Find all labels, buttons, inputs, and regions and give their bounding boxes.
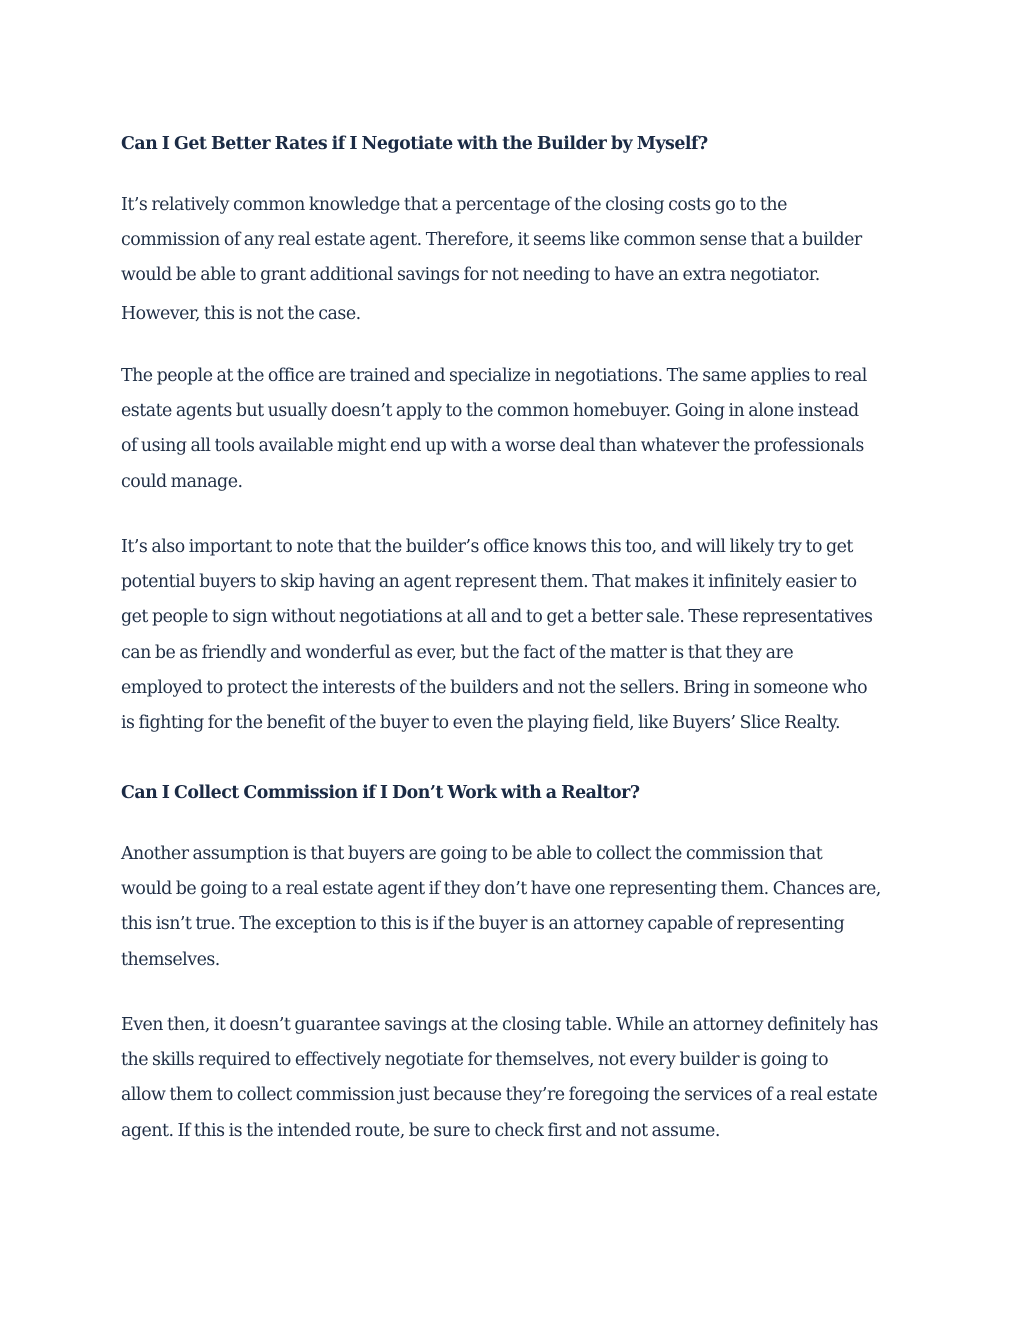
paragraph-line: estate agents but usually doesn’t apply to the common homebuyer. Going in alone instead — [121, 401, 859, 422]
paragraph-line: themselves. — [121, 949, 220, 970]
paragraph-line: get people to sign without negotiations at all and to get a better sale. These representatives — [121, 607, 873, 628]
paragraph-line: could manage. — [121, 471, 243, 492]
paragraph-line: Another assumption is that buyers are going to be able to collect the commission that — [121, 844, 823, 864]
paragraph-line: commission of any real estate agent. Therefore, it seems like common sense that a builder — [121, 230, 862, 251]
paragraph-attorney-savings — [121, 1008, 911, 1149]
section-heading-builder-rates: Can I Get Better Rates if I Negotiate with the Builder by Myself? — [121, 134, 708, 154]
paragraph-line: It’s relatively common knowledge that a percentage of the closing costs go to the — [121, 195, 787, 215]
paragraph-closing-costs — [121, 188, 911, 333]
paragraph-line: The people at the office are trained and specialize in negotiations. The same applies to real — [121, 366, 867, 386]
paragraph-line: potential buyers to skip having an agent represent them. That makes it infinitely easier to — [121, 572, 857, 593]
paragraph-buyer-assumption — [121, 837, 911, 978]
paragraph-line: employed to protect the interests of the builders and not the sellers. Bring in someone who — [121, 677, 868, 698]
paragraph-line: However, this is not the case. — [121, 304, 361, 325]
paragraph-line: It’s also important to note that the builder’s office knows this too, and will likely try to get — [121, 537, 853, 557]
paragraph-line: is fighting for the benefit of the buyer to even the playing field, like Buyers’ Slice Realty. — [121, 712, 840, 733]
paragraph-line: agent. If this is the intended route, be sure to check first and not assume. — [121, 1120, 720, 1141]
section-heading-collect-commission: Can I Collect Commission if I Don’t Work with a Realtor? — [121, 783, 640, 803]
paragraph-line: of using all tools available might end up with a worse deal than whatever the professionals — [121, 436, 864, 457]
paragraph-line: would be going to a real estate agent if they don’t have one representing them. Chances are, — [121, 879, 881, 900]
paragraph-office-negotiations — [121, 359, 911, 500]
paragraph-line: allow them to collect commission just because they’re foregoing the services of a real estate — [121, 1085, 878, 1106]
paragraph-line: the skills required to effectively negotiate for themselves, not every builder is going to — [121, 1050, 829, 1071]
paragraph-builder-office — [121, 530, 911, 741]
paragraph-line: this isn’t true. The exception to this is if the buyer is an attorney capable of representing — [121, 914, 845, 935]
paragraph-line: Even then, it doesn’t guarantee savings at the closing table. While an attorney definitely has — [121, 1015, 878, 1035]
paragraph-line: can be as friendly and wonderful as ever, but the fact of the matter is that they are — [121, 642, 794, 663]
paragraph-line: would be able to grant additional savings for not needing to have an extra negotiator. — [121, 265, 820, 286]
